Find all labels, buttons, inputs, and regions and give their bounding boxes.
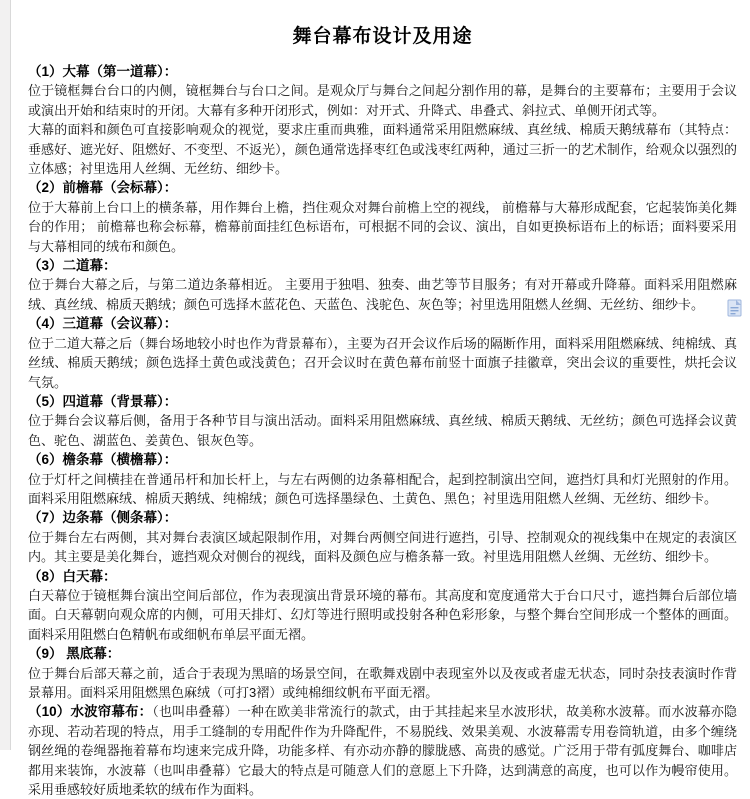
section-paragraph: 位于二道大幕之后（舞台场地较小时也作为背景幕布），主要为召开会议作后场的隔断作用，面料采用阻燃麻绒、纯棉绒、真丝绒、棉质天鹅绒；颜色选择土黄色或浅黄色；召开会议时在黄色幕布前竖十面旗子挂徽章，突出会议的重要性，烘托会议气氛。 [28, 335, 737, 390]
section-heading: （4）三道幕（会议幕）： [28, 316, 178, 332]
section-paragraph: 位于镜框舞台台口的内侧，镜框舞台与台口之间。是观众厅与舞台之间起分割作用的幕，是舞台的主要幕布；主要用于会议或演出开始和结束时的开闭。大幕有多种开闭形式，例如：对开式、升降式、串叠式、斜拉式、单侧开闭式等。 [28, 83, 737, 118]
section-paragraph [28, 702, 737, 799]
section-heading: （5）四道幕（背景幕）： [28, 393, 178, 409]
section-paragraph: 位于舞台大幕之后，与第二道边条幕相近。 主要用于独唱、独奏、曲艺等节目服务；有对开幕或升降幕。面料采用阻燃麻绒、真丝绒、棉质天鹅绒；颜色可选择木蓝花色、天蓝色、浅驼色、灰色等；衬里选用阻燃人丝绸、无丝纺、细纱卡。 [28, 277, 737, 312]
section-heading: （9） 黑底幕： [28, 646, 121, 662]
section-paragraph: 位于舞台会议幕后侧，备用于各种节目与演出活动。面料采用阻燃麻绒、真丝绒、棉质天鹅绒、无丝纺；颜色可选择会议黄色、驼色、湖蓝色、姜黄色、银灰色等。 [28, 413, 737, 448]
section-paragraph: 位于灯杆之间横挂在普通吊杆和加长杆上，与左右两侧的边条幕相配合，起到控制演出空间，遮挡灯具和灯光照射的作用。面料采用阻燃麻绒、棉质天鹅绒、纯棉绒；颜色可选择墨绿色、土黄色、黑色；衬里选用阻燃人丝绸、无丝纺、细纱卡。 [28, 471, 737, 506]
section-heading: （6）檐条幕（横檐幕）： [28, 452, 178, 468]
document-note-icon[interactable] [727, 299, 743, 318]
page-left-gutter [0, 0, 11, 750]
section-paragraph: 大幕的面料和颜色可直接影响观众的视觉，要求庄重而典雅，面料通常采用阻燃麻绒、真丝绒、棉质天鹅绒幕布（其特点：垂感好、遮光好、阻燃好、不变型、不返光），颜色通常选择枣红色或浅枣红两种，通过三折一的艺术制作，给观众以强烈的立体感；衬里选用人丝绸、无丝纺、细纱卡。 [28, 122, 737, 177]
section-heading: （8）白天幕： [28, 568, 117, 584]
section-paragraph: 位于舞台左右两侧，其对舞台表演区域起限制作用，对舞台两侧空间进行遮挡，引导、控制观众的视线集中在规定的表演区内。其主要是美化舞台，遮挡观众对侧台的视线，面料及颜色应与檐条幕一致。衬里选用阻燃人丝绸、无丝纺、细纱卡。 [28, 529, 737, 565]
section-heading: （2）前檐幕（会标幕）： [28, 180, 178, 196]
document-page [12, 0, 750, 798]
section-heading: （7）边条幕（侧条幕）： [28, 510, 178, 526]
page-title: 舞台幕布设计及用途 [292, 26, 473, 47]
section-paragraph: 位于舞台后部天幕之前，适合于表现为黑暗的场景空间，在歌舞戏剧中表现室外以及夜或者虚无状态，同时杂技表演时作背景幕用。面料采用阻燃黑色麻绒（可打3褶）或纯棉细纹帆布平面无褶。 [28, 665, 737, 700]
section-heading: （10）水波帘幕布： [28, 704, 153, 720]
sections-container [28, 62, 737, 799]
section-heading: （3）二道幕： [28, 258, 117, 274]
section-paragraph: 位于大幕前上台口上的横条幕，用作舞台上檐，挡住观众对舞台前檐上空的视线， 前檐幕与大幕形成配套，它起装饰美化舞台的作用； 前檐幕也称会标幕，檐幕前面挂红色标语布，可根据不同的会议、演出，自如更换标语布上的标语；面料要采用与大幕相同的绒布和颜色。 [28, 199, 737, 254]
section-text: （也叫串叠幕）一种在欧美非常流行的款式，由于其挂起来呈水波形状，故美称水波幕。而水波幕亦隐亦现、若动若现的特点，用手工缝制的专用配件作为升降配件，不易脱线、效果美观、水波幕需专用卷筒轨道，由多个缠绕钢丝绳的卷绳器拖着幕布均速来完成升降，功能多样、有亦动亦静的朦胧感、高贵的感觉。广泛用于带有弧度舞台、咖啡店都用来装饰，水波幕（也叫串叠幕）它最大的特点是可随意人们的意愿上下升降，达到满意的高度，也可以作为幔帘使用。采用垂感较好质地柔软的绒布作为面料。 [28, 704, 737, 798]
document-body [12, 0, 750, 799]
section-heading: （1）大幕（第一道幕）： [28, 64, 178, 79]
section-paragraph: 白天幕位于镜框舞台演出空间后部位，作为表现演出背景环境的幕布。其高度和宽度通常大于台口尺寸，遮挡舞台后部位墙面。白天幕朝向观众席的内侧，可用天排灯、幻灯等进行照明或投射各种色彩形象，与整个舞台空间形成一个整体的画面。面料采用阻燃白色精帆布或细帆布单层平面无褶。 [28, 587, 737, 642]
